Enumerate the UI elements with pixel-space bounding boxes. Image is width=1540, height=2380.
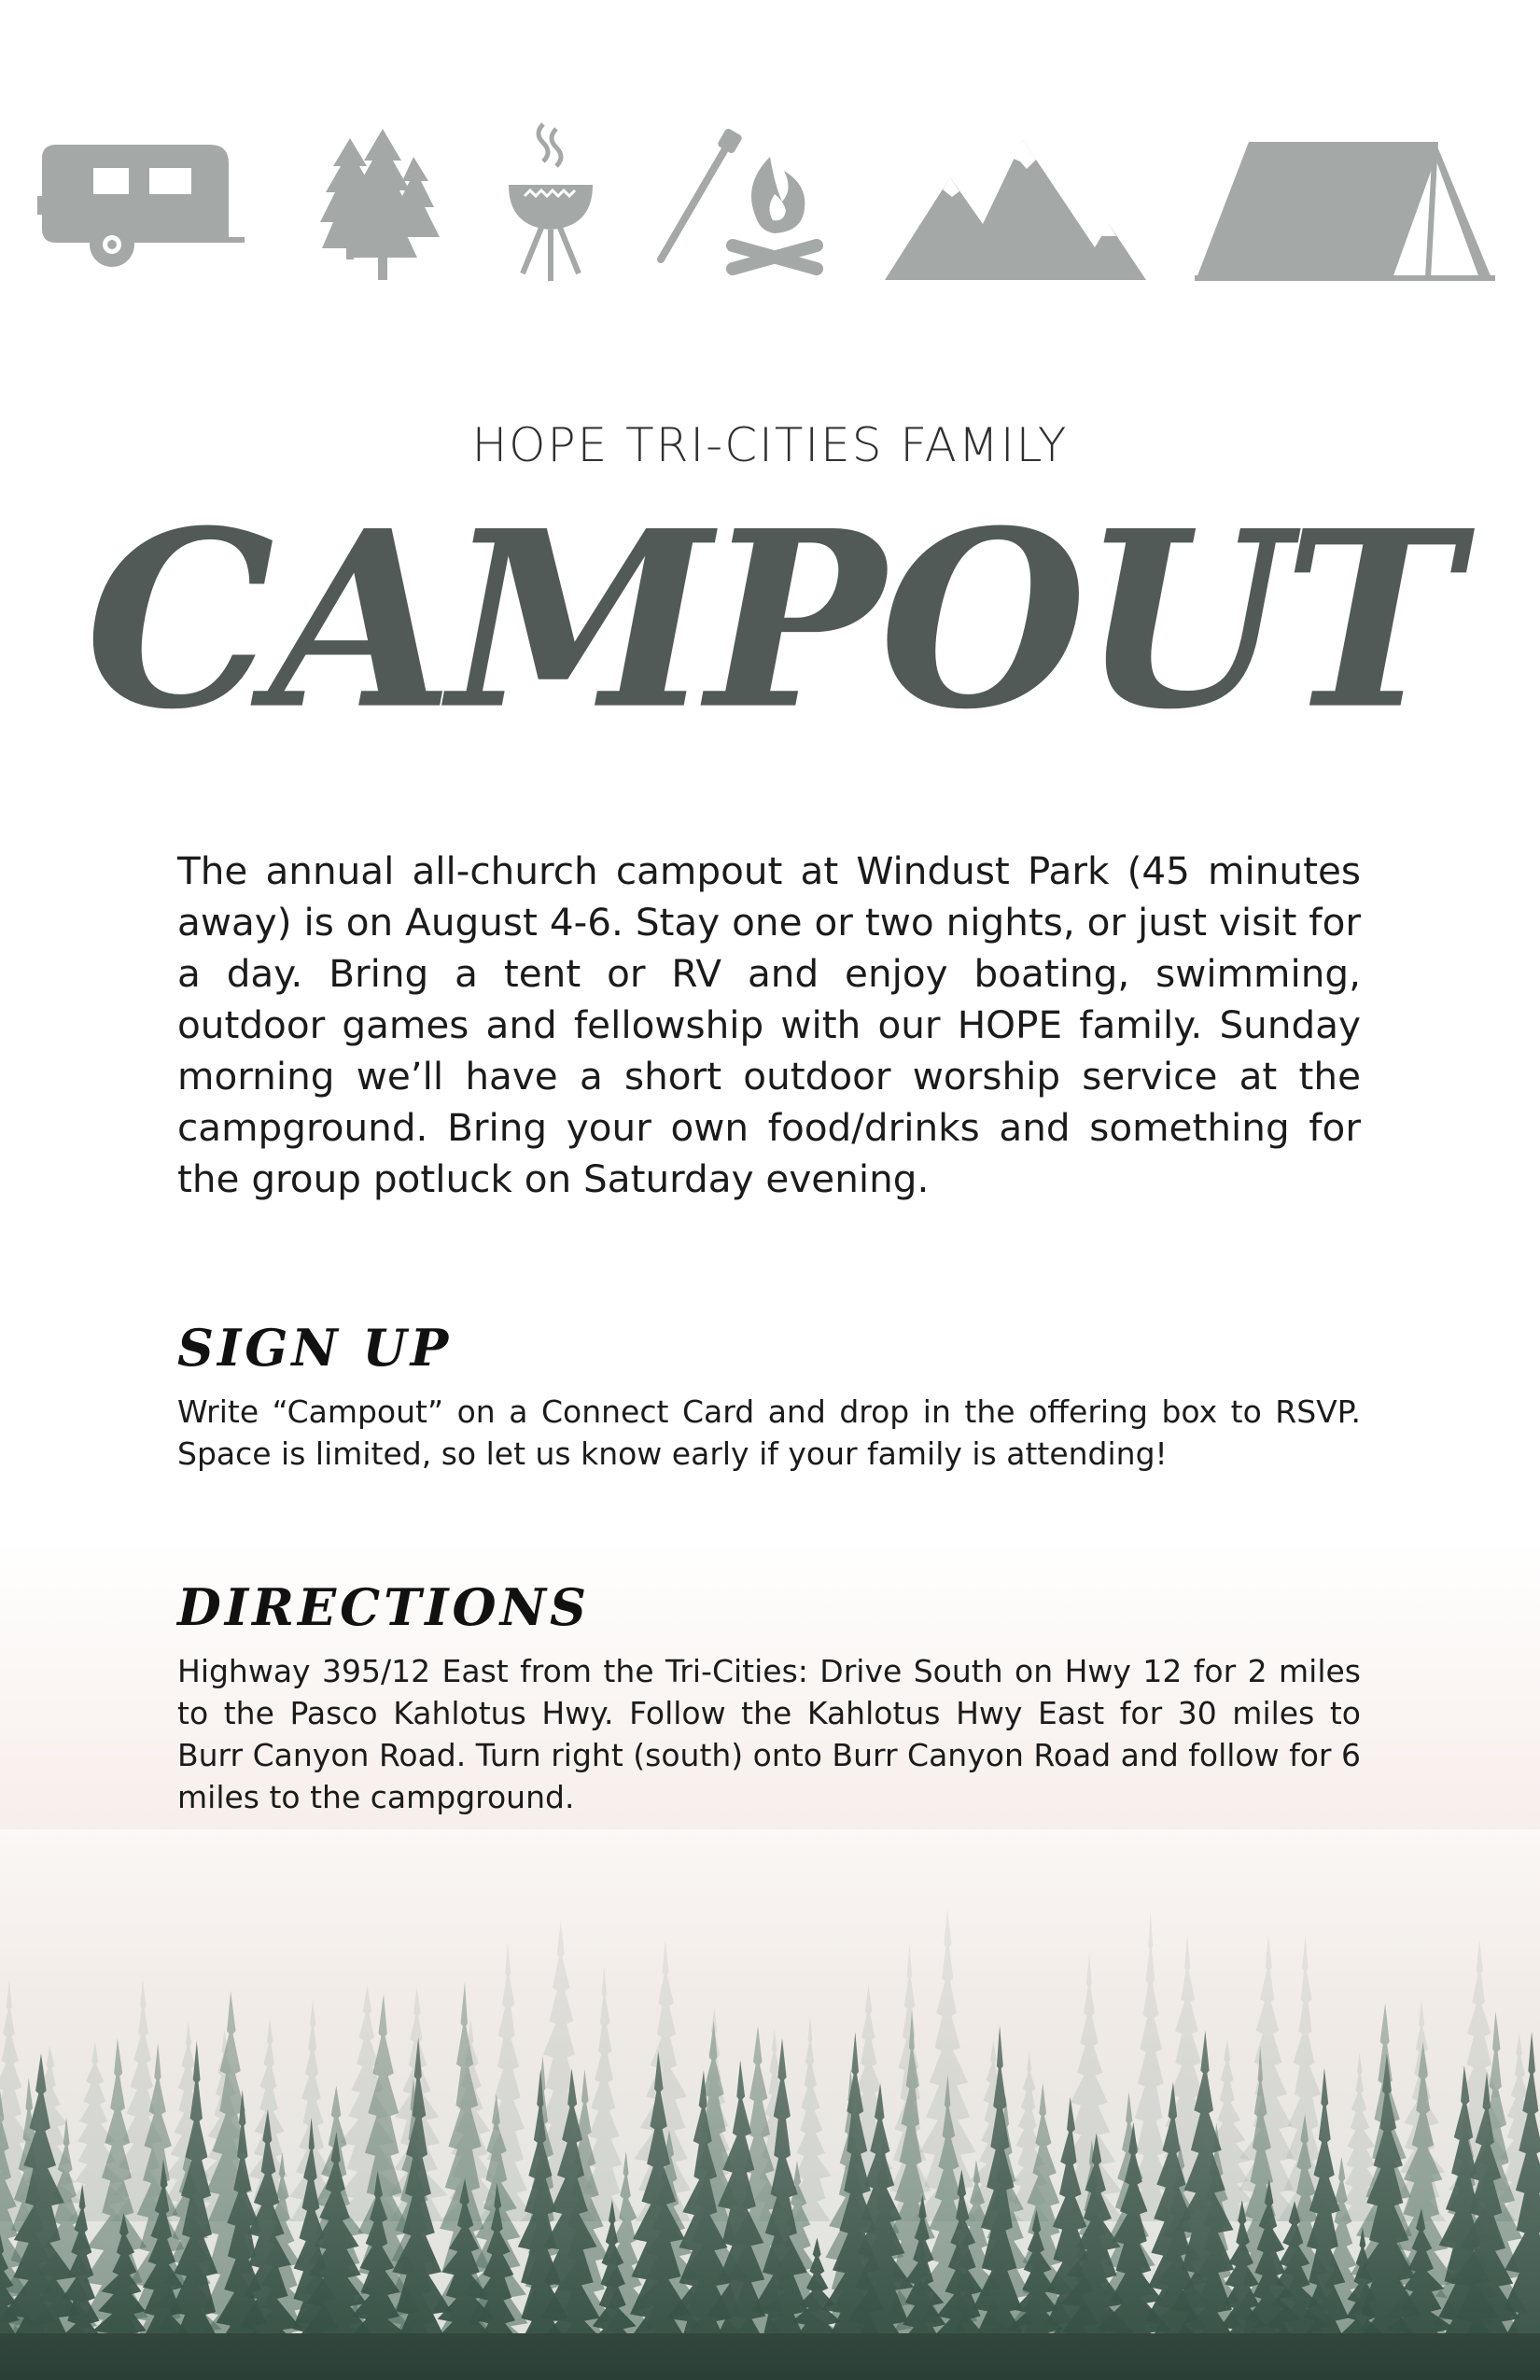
camping-icon-row — [0, 112, 1540, 299]
event-title-text: CAMPOUT — [85, 477, 1455, 763]
grill-icon — [504, 119, 597, 283]
signup-heading: SIGN UP — [177, 1318, 453, 1378]
pine-trees-icon — [313, 129, 443, 280]
campfire-marshmallow-icon — [653, 129, 826, 283]
directions-body: Highway 395/12 East from the Tri-Cities: Drive South on Hwy 12 for 2 miles to the Pasco Kahlotus Hwy. Follow the Kahlotus Hwy East for 30 miles to Burr Canyon Road. Turn right (south) onto Burr Canyon Road and follow for 6 miles to the campground. — [177, 1653, 1361, 1815]
mountains-icon — [885, 135, 1146, 280]
event-title — [85, 439, 1455, 763]
tent-icon — [1195, 138, 1495, 280]
rv-trailer-icon — [37, 140, 247, 271]
forest-image — [0, 1829, 1540, 2380]
intro-paragraph: The annual all-church campout at Windust Park (45 minutes away) is on August 4-6. Stay one or two nights, or just visit for a day. Bring a tent or RV and enjoy boating, swimming, outdoor games and fellowship with our HOPE family. Sunday morning we’ll have a short outdoor worship service at the campground. Bring your own food/drinks and something for the group potluck on Saturday evening. — [177, 848, 1361, 1201]
signup-body: Write “Campout” on a Connect Card and drop in the offering box to RSVP. Space is limited, so let us know early if your family is attending! — [177, 1393, 1361, 1472]
event-subtitle: HOPE TRI-CITIES FAMILY — [471, 418, 1069, 472]
directions-heading: DIRECTIONS — [177, 1577, 590, 1637]
